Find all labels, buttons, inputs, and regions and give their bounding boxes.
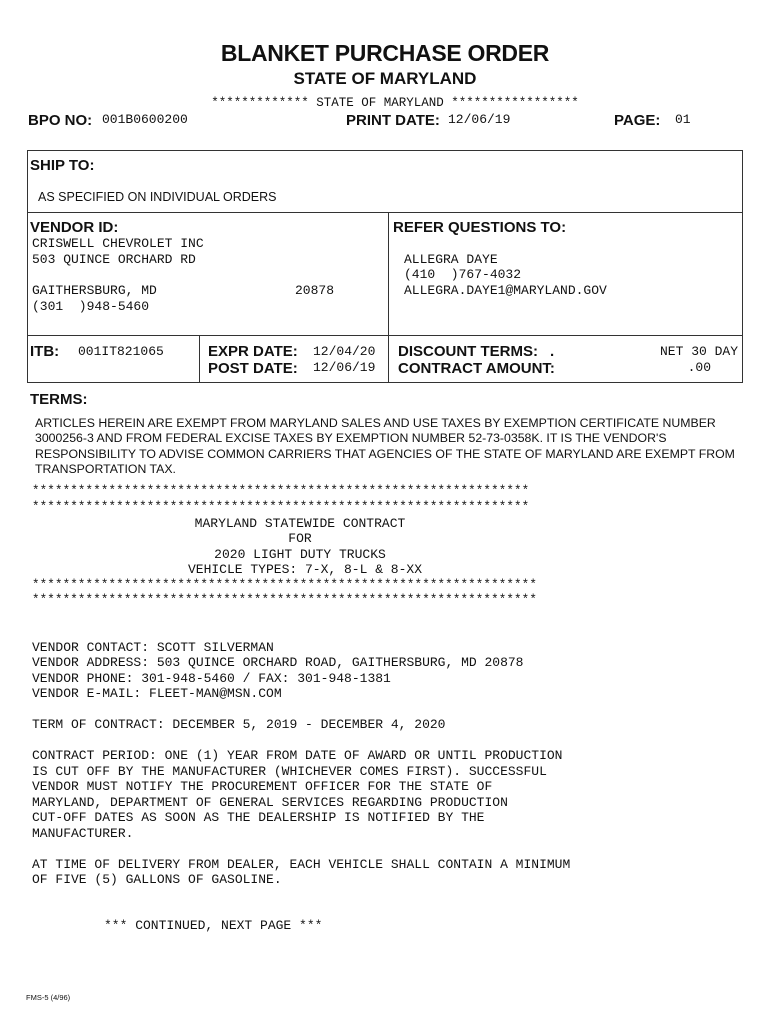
vendor-zip: 20878 [295, 283, 335, 298]
terms-text: ARTICLES HEREIN ARE EXEMPT FROM MARYLAND SALES AND USE TAXES BY EXEMPTION CERTIFICATE NUMBER 3000256-3 AND FROM FEDERAL EXCISE TAXES BY EXEMPTION NUMBER 52-73-0358K. IT IS THE VENDOR'S RESPONSIBILITY TO ADVISE COMMON CARRIERS THAT AGENCIES OF THE STATE OF MARYLAND ARE EXEMPT FROM TRANSPORTATION TAX. [35, 416, 735, 476]
delivery-line1: AT TIME OF DELIVERY FROM DEALER, EACH VEHICLE SHALL CONTAIN A MINIMUM [32, 857, 571, 872]
post-date-label: POST DATE: [208, 360, 298, 377]
discount-terms-value: NET 30 DAY [659, 344, 738, 359]
itb-label: ITB: [30, 343, 60, 360]
print-date-label: PRINT DATE: [346, 112, 440, 129]
stars-bottom-1: ****************************************************************** [32, 578, 537, 592]
stars-top-2: ***************************************************************** [32, 500, 530, 514]
vendor-city: GAITHERSBURG, MD [32, 283, 157, 298]
divider-itb-expr [199, 335, 200, 383]
ship-to-value: AS SPECIFIED ON INDIVIDUAL ORDERS [38, 190, 277, 204]
vendor-name: CRISWELL CHEVROLET INC [32, 236, 204, 251]
divider-ship-to [27, 212, 743, 213]
contract-period-line2: IS CUT OFF BY THE MANUFACTURER (WHICHEVER COMES FIRST). SUCCESSFUL [32, 764, 547, 779]
discount-terms-label: DISCOUNT TERMS: [398, 343, 538, 360]
itb-value: 001IT821065 [78, 344, 164, 359]
vendor-email-line: VENDOR E-MAIL: FLEET-MAN@MSN.COM [32, 686, 282, 701]
stars-top-1: ***************************************************************** [32, 484, 530, 498]
bpo-label: BPO NO: [28, 112, 93, 129]
contract-heading-line1: MARYLAND STATEWIDE CONTRACT [194, 516, 406, 531]
expr-date-value: 12/04/20 [313, 344, 376, 359]
stars-bottom-2: ****************************************************************** [32, 593, 537, 607]
vendor-address: 503 QUINCE ORCHARD RD [32, 252, 196, 267]
vendor-phone-line: VENDOR PHONE: 301-948-5460 / FAX: 301-948-1381 [32, 671, 391, 686]
contract-period-line5: CUT-OFF DATES AS SOON AS THE DEALERSHIP IS NOTIFIED BY THE [32, 810, 485, 825]
delivery-line2: OF FIVE (5) GALLONS OF GASOLINE. [32, 872, 282, 887]
form-id: FMS-5 (4/96) [26, 993, 71, 1002]
contract-period-line3: VENDOR MUST NOTIFY THE PROCUREMENT OFFICER FOR THE STATE OF [32, 779, 493, 794]
contract-heading-line2: FOR [288, 531, 312, 546]
bpo-value: 001B0600200 [102, 112, 188, 127]
vendor-contact: VENDOR CONTACT: SCOTT SILVERMAN [32, 640, 274, 655]
expr-date-label: EXPR DATE: [208, 343, 298, 360]
vendor-id-label: VENDOR ID: [30, 219, 119, 236]
document-title: BLANKET PURCHASE ORDER [220, 40, 550, 66]
contract-heading-line3: 2020 LIGHT DUTY TRUCKS [214, 547, 386, 562]
refer-email: ALLEGRA.DAYE1@MARYLAND.GOV [404, 283, 607, 298]
post-date-value: 12/06/19 [313, 360, 376, 375]
print-date-value: 12/06/19 [448, 112, 511, 127]
refer-questions-label: REFER QUESTIONS TO: [393, 219, 567, 236]
contract-period-line1: CONTRACT PERIOD: ONE (1) YEAR FROM DATE OF AWARD OR UNTIL PRODUCTION [32, 748, 563, 763]
terms-label: TERMS: [30, 391, 88, 408]
contract-heading-line4: VEHICLE TYPES: 7-X, 8-L & 8-XX [187, 562, 423, 577]
document-subtitle: STATE OF MARYLAND [293, 69, 477, 88]
contract-period-line4: MARYLAND, DEPARTMENT OF GENERAL SERVICES REGARDING PRODUCTION [32, 795, 508, 810]
contract-period-line6: MANUFACTURER. [32, 826, 134, 841]
state-banner: ************* STATE OF MARYLAND ***************** [211, 96, 579, 110]
divider-vendor [27, 335, 743, 336]
page-value: 01 [675, 112, 691, 127]
page-label: PAGE: [614, 112, 661, 129]
contract-amount-label: CONTRACT AMOUNT: [398, 360, 555, 377]
discount-terms-dot: . [550, 343, 555, 360]
term-of-contract: TERM OF CONTRACT: DECEMBER 5, 2019 - DECEMBER 4, 2020 [32, 717, 446, 732]
vendor-address-line: VENDOR ADDRESS: 503 QUINCE ORCHARD ROAD, GAITHERSBURG, MD 20878 [32, 655, 524, 670]
ship-to-label: SHIP TO: [30, 157, 95, 174]
refer-name: ALLEGRA DAYE [404, 252, 498, 267]
refer-phone: (410 )767-4032 [404, 267, 522, 282]
divider-vendor-refer [388, 212, 389, 383]
contract-amount-value: .00 [687, 360, 711, 375]
continued-notice: *** CONTINUED, NEXT PAGE *** [104, 918, 323, 933]
vendor-phone: (301 )948-5460 [32, 299, 150, 314]
